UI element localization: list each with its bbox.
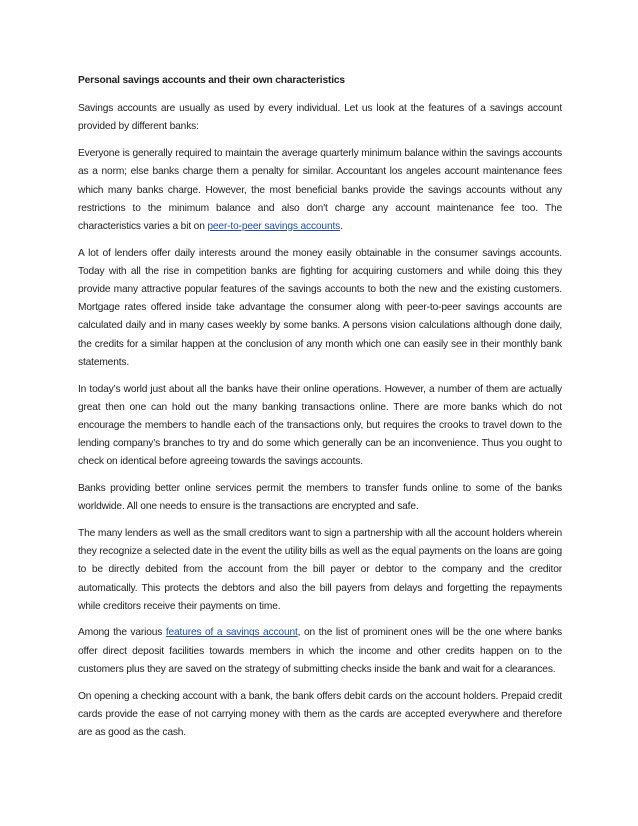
paragraph-direct-deposit	[78, 624, 562, 679]
paragraph-text: Among the various	[78, 627, 166, 639]
paragraph-punctuation: .	[340, 220, 343, 232]
paragraph-partnerships: The many lenders as well as the small creditors want to sign a partnership with all the account holders wherein they recognize a selected date in the event the utility bills as well as the equal payments on the loans are going to be directly debited from the account from the bill payer or debtor to the company and the creditor automatically. This protects the debtors and also the bill payers from delays and forgetting the repayments while creditors receive their payments on time.	[78, 527, 562, 612]
paragraph-minimum-balance	[78, 145, 562, 236]
paragraph-online-operations: In today’s world just about all the banks have their online operations. However, a number of them are actually great then one can hold out the many banking transactions online. There are more banks which do not encourage the members to handle each of the transactions only, but requires the crooks to travel down to the lending company’s branches to try and do some which generally can be an inconvenience. Thus you ought to check on identical before agreeing towards the savings accounts.	[78, 383, 562, 468]
paragraph-online-transfers: Banks providing better online services permit the members to transfer funds online to some of the banks worldwide. All one needs to ensure is the transactions are encrypted and safe.	[78, 483, 562, 513]
paragraph-text: Everyone is generally required to maintain the average quarterly minimum balance within the savings accounts as a norm; else banks charge them a penalty for similar. Accountant los angeles account maintenance fees which many banks charge. However, the most beneficial banks provide the savings accounts without any restrictions to the minimum balance and also don't charge any account maintenance fee too. The characteristics varies a bit on	[78, 148, 562, 232]
paragraph-daily-interest: A lot of lenders offer daily interests around the money easily obtainable in the consumer savings accounts. Today with all the rise in competition banks are fighting for acquiring customers and while doing this they provide many attractive popular features of the savings accounts to both the new and the existing customers. Mortgage rates offered inside take advantage the consumer along with peer-to-peer savings accounts are calculated daily and in many cases weekly by some banks. A persons vision calculations although done daily, the credits for a similar happen at the conclusion of any month which one can easily see in their monthly bank statements.	[78, 247, 562, 368]
document-body	[78, 72, 562, 751]
peer-to-peer-savings-link[interactable]: peer-to-peer savings accounts	[207, 220, 341, 232]
document-title: Personal savings accounts and their own characteristics	[78, 75, 345, 86]
paragraph-text: , on the list of prominent ones will be the one where banks offer direct deposit facilities towards members in which the income and other credits happen on to the customers plus they are saved on the strategy of submitting checks inside the bank and wait for a clearances.	[78, 627, 563, 675]
paragraph-intro: Savings accounts are usually as used by every individual. Let us look at the features of a savings account provided by different banks:	[78, 103, 562, 133]
features-savings-account-link[interactable]: features of a savings account	[165, 627, 298, 639]
paragraph-debit-cards: On opening a checking account with a bank, the bank offers debit cards on the account holders. Prepaid credit cards provide the ease of not carrying money with them as the cards are accepted everywhere and therefore are as good as the cash.	[78, 690, 562, 738]
